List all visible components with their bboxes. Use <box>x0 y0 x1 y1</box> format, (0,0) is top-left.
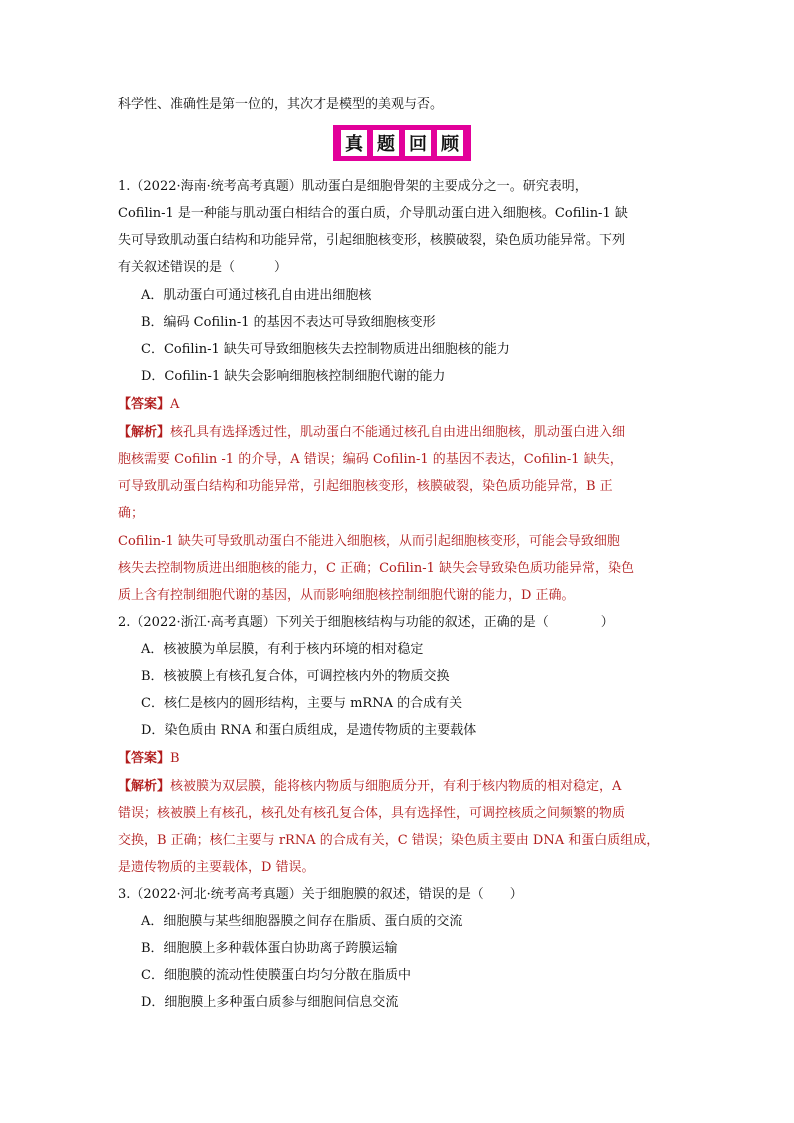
q2-analysis-line: 错误；核被膜上有核孔，核孔处有核孔复合体，具有选择性，可调控核质之间频繁的物质 <box>118 806 626 821</box>
analysis-text: 核孔具有选择透过性，肌动蛋白不能通过核孔自由进出细胞核，肌动蛋白进入细 <box>170 425 626 440</box>
q1-answer <box>118 396 179 414</box>
q1-analysis-line <box>118 424 625 442</box>
q2-analysis-line <box>118 778 621 796</box>
q2-option-a: A．核被膜为单层膜，有利于核内环境的相对稳定 <box>141 642 424 657</box>
q1-analysis-line: 确； <box>118 506 145 521</box>
banner-char: 顾 <box>437 130 463 156</box>
q3-option-c: C．细胞膜的流动性使膜蛋白均匀分散在脂质中 <box>141 968 411 983</box>
banner-char: 回 <box>405 130 431 156</box>
q2-option-b: B．核被膜上有核孔复合体，可调控核内外的物质交换 <box>141 669 450 684</box>
answer-label: 【答案】 <box>118 397 171 412</box>
q1-stem-line: 失可导致肌动蛋白结构和功能异常，引起细胞核变形，核膜破裂，染色质功能异常。下列 <box>118 233 626 248</box>
q1-stem-line: 1.（2022·海南·统考高考真题）肌动蛋白是细胞骨架的主要成分之一。研究表明， <box>118 179 588 194</box>
intro-text: 科学性、准确性是第一位的，其次才是模型的美观与否。 <box>118 97 444 112</box>
q3-option-a: A．细胞膜与某些细胞器膜之间存在脂质、蛋白质的交流 <box>141 914 463 929</box>
q2-analysis-line: 是遗传物质的主要载体，D 错误。 <box>118 860 315 875</box>
q3-option-d: D．细胞膜上多种蛋白质参与细胞间信息交流 <box>141 995 399 1010</box>
q2-stem-line: 2.（2022·浙江·高考真题）下列关于细胞核结构与功能的叙述，正确的是（ ） <box>118 615 614 630</box>
q3-option-b: B．细胞膜上多种载体蛋白协助离子跨膜运输 <box>141 941 398 956</box>
q1-analysis-line: Cofilin-1 缺失可导致肌动蛋白不能进入细胞核，从而引起细胞核变形，可能会导致细胞 <box>118 534 620 549</box>
q2-answer <box>118 750 180 768</box>
q1-analysis-line: 胞核需要 Cofilin -1 的介导，A 错误；编码 Cofilin-1 的基因不表达，Cofilin-1 缺失， <box>118 452 623 467</box>
q1-stem-line: Cofilin-1 是一种能与肌动蛋白相结合的蛋白质，介导肌动蛋白进入细胞核。Cofilin-1 缺 <box>118 206 628 221</box>
q2-option-d: D．染色质由 RNA 和蛋白质组成，是遗传物质的主要载体 <box>141 723 477 738</box>
analysis-label: 【解析】 <box>118 779 171 794</box>
q2-option-c: C．核仁是核内的圆形结构，主要与 mRNA 的合成有关 <box>141 696 463 711</box>
q1-analysis-line: 可导致肌动蛋白结构和功能异常，引起细胞核变形，核膜破裂，染色质功能异常，B 正 <box>118 479 613 494</box>
q1-option-c: C．Cofilin-1 缺失可导致细胞核失去控制物质进出细胞核的能力 <box>141 342 510 357</box>
q1-stem-line: 有关叙述错误的是（ ） <box>118 260 288 275</box>
q1-option-a: A．肌动蛋白可通过核孔自由进出细胞核 <box>141 288 372 303</box>
q2-analysis-line: 交换，B 正确；核仁主要与 rRNA 的合成有关，C 错误；染色质主要由 DNA 和蛋白质组成， <box>118 833 660 848</box>
section-banner <box>333 125 471 161</box>
q1-analysis-line: 核失去控制物质进出细胞核的能力，C 正确；Cofilin-1 缺失会导致染色质功能异常，染色 <box>118 561 635 576</box>
q1-analysis-line: 质上含有控制细胞代谢的基因，从而影响细胞核控制细胞代谢的能力，D 正确。 <box>118 588 575 603</box>
analysis-label: 【解析】 <box>118 425 171 440</box>
answer-value: B <box>170 751 180 766</box>
q3-stem-line: 3.（2022·河北·统考高考真题）关于细胞膜的叙述，错误的是（ ） <box>118 887 523 902</box>
q1-option-b: B．编码 Cofilin-1 的基因不表达可导致细胞核变形 <box>141 315 436 330</box>
banner-char: 真 <box>341 130 367 156</box>
q1-option-d: D．Cofilin-1 缺失会影响细胞核控制细胞代谢的能力 <box>141 369 446 384</box>
analysis-text: 核被膜为双层膜，能将核内物质与细胞质分开，有利于核内物质的相对稳定，A <box>170 779 622 794</box>
banner-char: 题 <box>373 130 399 156</box>
answer-value: A <box>170 397 180 412</box>
answer-label: 【答案】 <box>118 751 171 766</box>
